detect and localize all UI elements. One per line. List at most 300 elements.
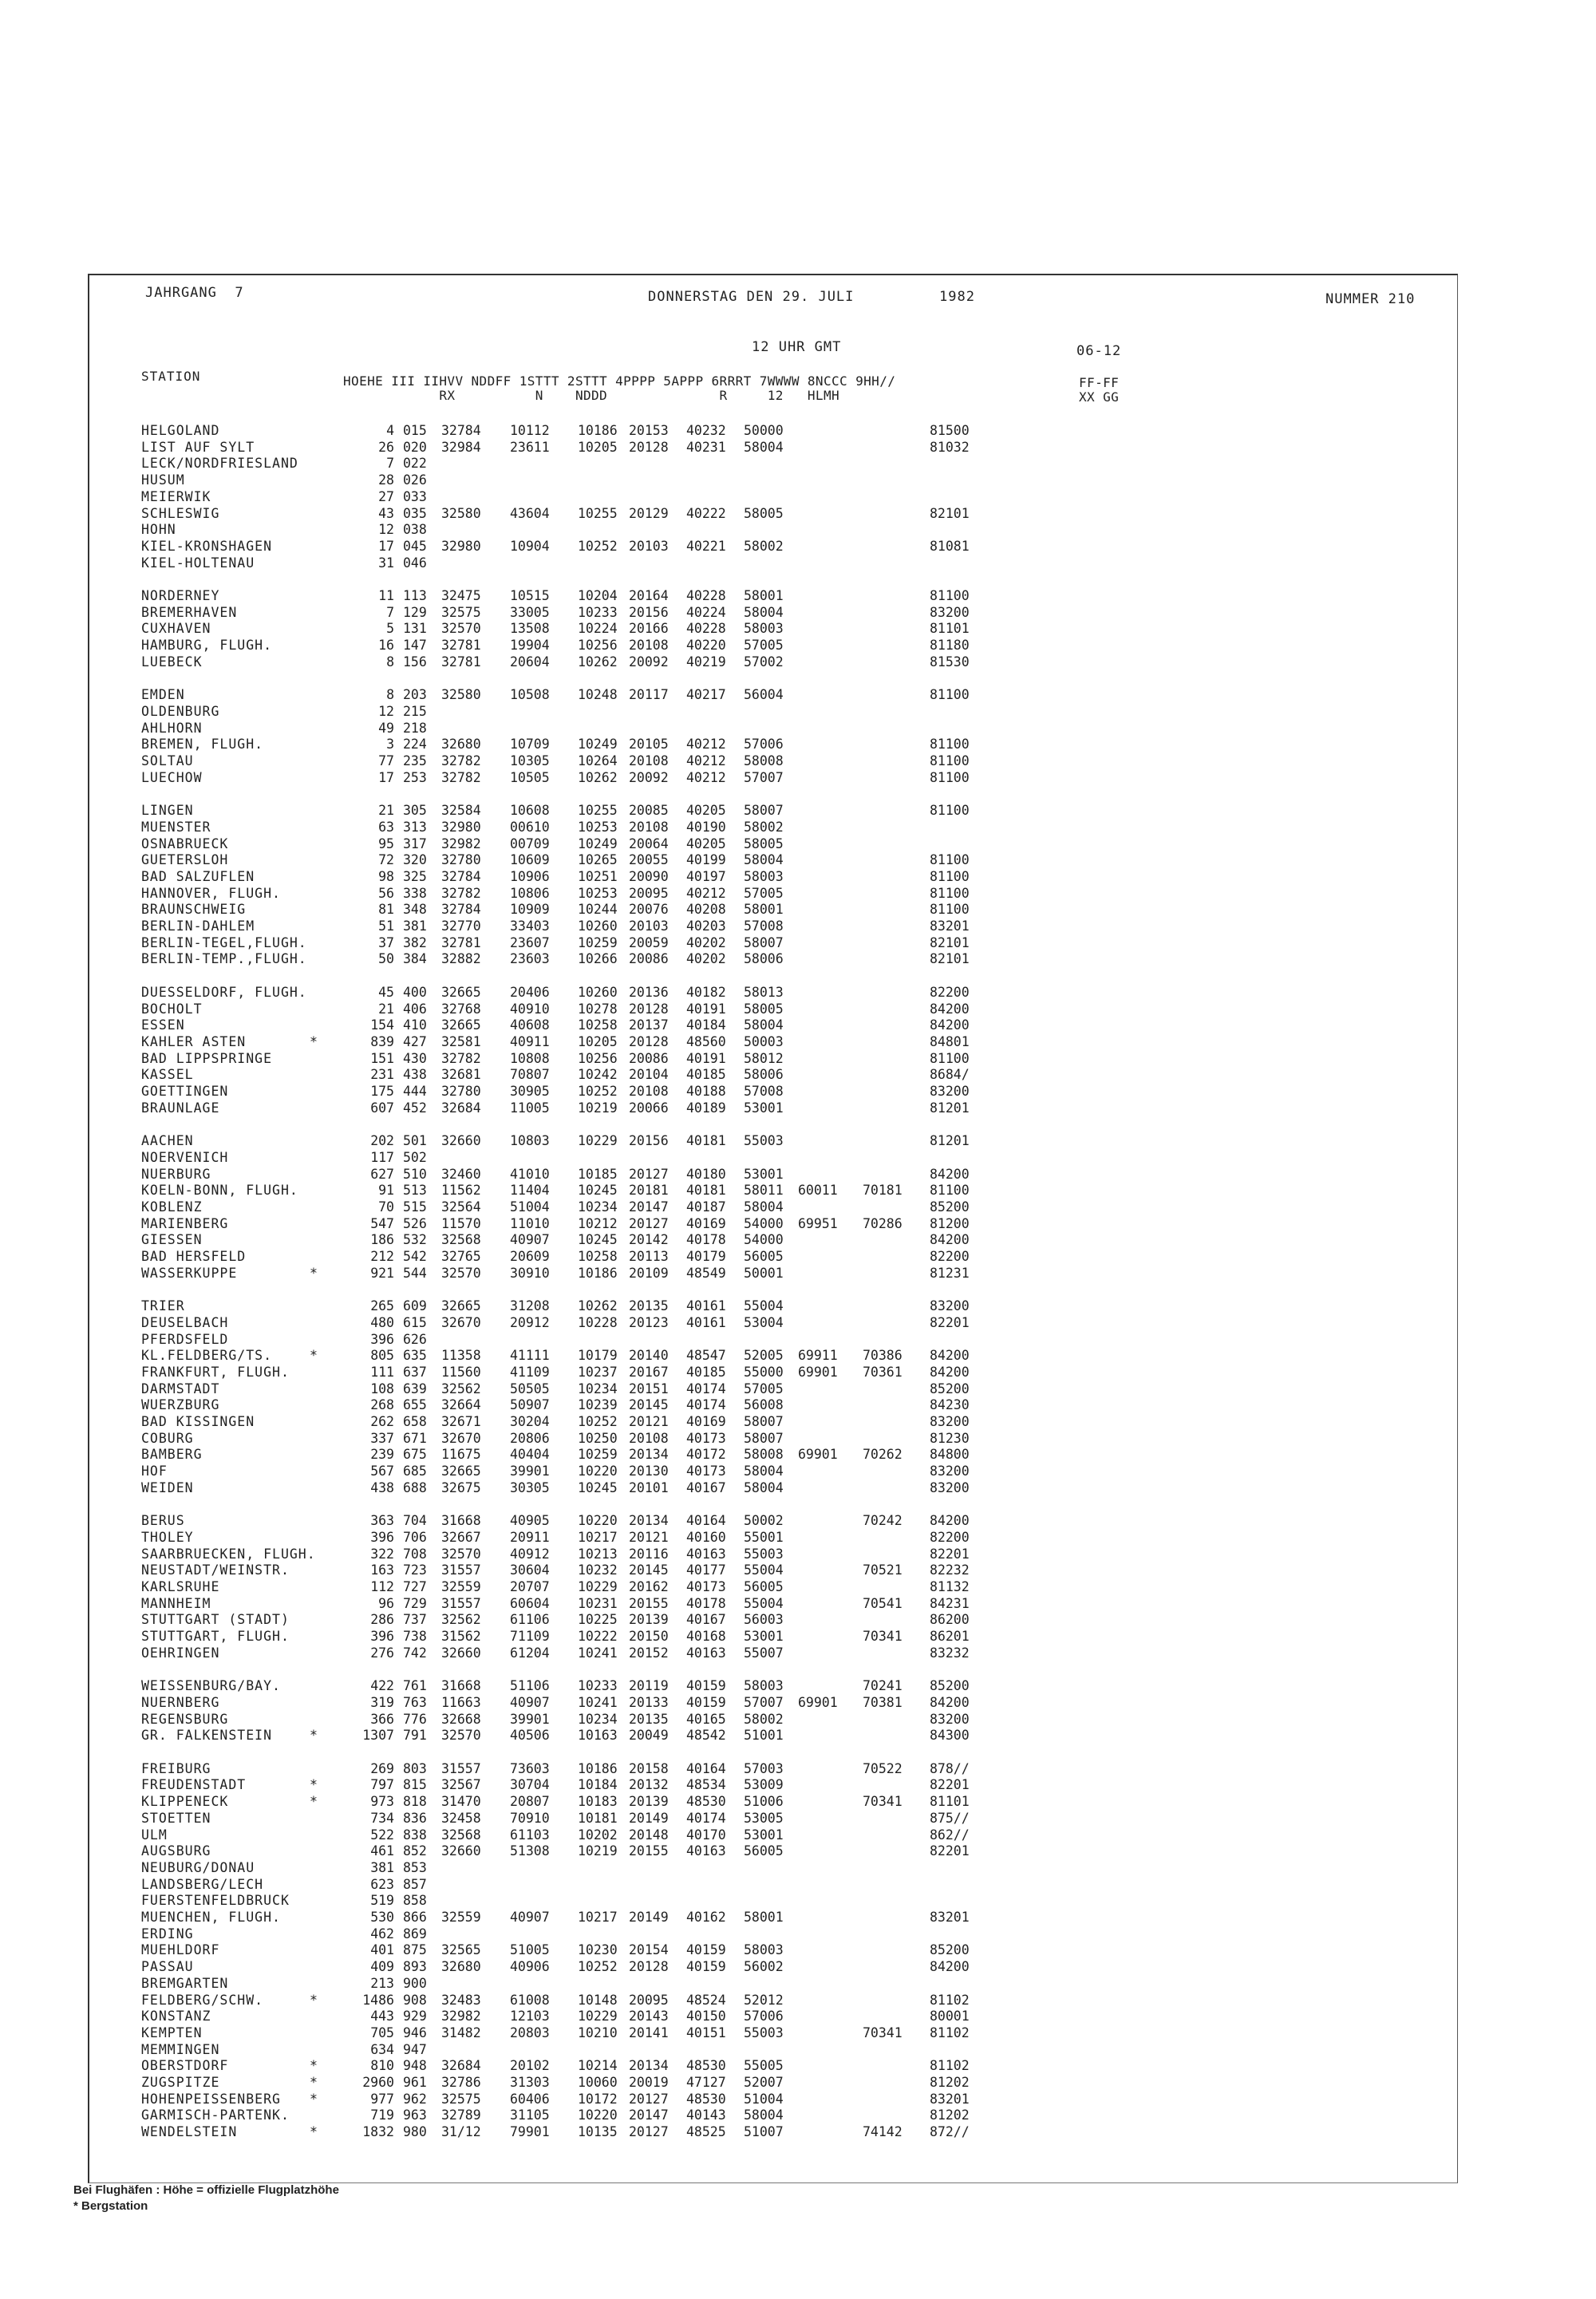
tendency-group: 58005	[744, 835, 784, 851]
station-height: 462	[370, 1926, 394, 1942]
tendency-group: 57002	[744, 654, 784, 670]
pressure-group: 48547	[686, 1348, 726, 1364]
station-height: 839	[370, 1033, 394, 1049]
station-number: 400	[403, 984, 427, 1000]
iihvv-group: 11663	[441, 1694, 481, 1710]
station-number: 704	[403, 1513, 427, 1529]
station-height: 797	[370, 1777, 394, 1793]
station-number: 708	[403, 1546, 427, 1562]
station-number: 020	[403, 439, 427, 455]
nddff-group: 40907	[510, 1694, 550, 1710]
pressure-group: 40180	[686, 1166, 726, 1182]
station-name: KOELN-BONN, FLUGH.	[141, 1183, 298, 1199]
temperature-group: 10248	[578, 687, 618, 703]
nddff-group: 20609	[510, 1249, 550, 1264]
cloud-group: 82101	[930, 951, 970, 967]
dewpoint-group: 20095	[629, 1992, 669, 2008]
nddff-group: 23611	[510, 439, 550, 455]
cloud-group: 81132	[930, 1579, 970, 1594]
station-name: LECK/NORDFRIESLAND	[141, 456, 298, 472]
tendency-group: 51001	[744, 1728, 784, 1744]
station-height: 50	[378, 951, 394, 967]
dewpoint-group: 20066	[629, 1100, 669, 1116]
temperature-group: 10186	[578, 1265, 618, 1281]
station-number: 427	[403, 1033, 427, 1049]
iihvv-group: 32982	[441, 835, 481, 851]
nddff-group: 10515	[510, 588, 550, 603]
iihvv-group: 32670	[441, 1314, 481, 1330]
temperature-group: 10250	[578, 1430, 618, 1446]
nddff-group: 31208	[510, 1298, 550, 1314]
station-number: 948	[403, 2058, 427, 2074]
nddff-group: 50505	[510, 1381, 550, 1396]
nddff-group: 61008	[510, 1992, 550, 2008]
temperature-group: 10256	[578, 638, 618, 654]
dewpoint-group: 20134	[629, 1513, 669, 1529]
station-number: 962	[403, 2091, 427, 2107]
iihvv-group: 32982	[441, 2009, 481, 2024]
dewpoint-group: 20145	[629, 1562, 669, 1578]
cloud-group: 81100	[930, 769, 970, 785]
station-name: AHLHORN	[141, 720, 203, 736]
tendency-group: 55003	[744, 2024, 784, 2040]
station-number: 961	[403, 2075, 427, 2090]
station-number: 038	[403, 522, 427, 538]
temperature-group: 10185	[578, 1166, 618, 1182]
station-name: GARMISCH-PARTENK.	[141, 2107, 290, 2123]
station-number: 382	[403, 934, 427, 950]
cloud-group: 82232	[930, 1562, 970, 1578]
dewpoint-group: 20108	[629, 1430, 669, 1446]
cloud-group: 85200	[930, 1678, 970, 1694]
station-name: ULM	[141, 1827, 168, 1843]
cloud-group: 83200	[930, 1414, 970, 1429]
iihvv-group: 32568	[441, 1232, 481, 1248]
iihvv-group: 32562	[441, 1612, 481, 1628]
station-number: 803	[403, 1760, 427, 1776]
extra-period-label: 06-12	[1077, 343, 1122, 359]
station-number: 626	[403, 1331, 427, 1347]
tendency-group: 53001	[744, 1166, 784, 1182]
cloud-group: 82201	[930, 1546, 970, 1562]
iihvv-group: 32684	[441, 2058, 481, 2074]
station-height: 8	[386, 687, 394, 703]
temperature-group: 10264	[578, 753, 618, 768]
station-number: 313	[403, 819, 427, 835]
iihvv-group: 32781	[441, 654, 481, 670]
station-name: GR. FALKENSTEIN	[141, 1728, 273, 1744]
station-name: REGENSBURG	[141, 1711, 229, 1727]
dewpoint-group: 20135	[629, 1298, 669, 1314]
temperature-group: 10231	[578, 1595, 618, 1611]
dewpoint-group: 20059	[629, 934, 669, 950]
station-height: 98	[378, 868, 394, 884]
station-height: 154	[370, 1017, 394, 1033]
pressure-group: 48542	[686, 1728, 726, 1744]
weather-group: 70522	[863, 1760, 903, 1776]
station-name: FRANKFURT, FLUGH.	[141, 1364, 290, 1380]
cloud-group: 84300	[930, 1728, 970, 1744]
cloud-group: 81101	[930, 621, 970, 637]
nddff-group: 40912	[510, 1546, 550, 1562]
station-name: OEHRINGEN	[141, 1645, 220, 1661]
iihvv-group: 32559	[441, 1579, 481, 1594]
mountain-station-marker: *	[310, 2058, 318, 2074]
station-height: 5	[386, 621, 394, 637]
station-name: KLIPPENECK	[141, 1794, 229, 1810]
dewpoint-group: 20164	[629, 588, 669, 603]
temperature-group: 10229	[578, 1133, 618, 1149]
nddff-group: 40905	[510, 1513, 550, 1529]
nddff-group: 10505	[510, 769, 550, 785]
pressure-group: 40185	[686, 1364, 726, 1380]
station-name: GUETERSLOH	[141, 852, 229, 868]
iihvv-group: 32559	[441, 1910, 481, 1925]
cloud-group: 82201	[930, 1843, 970, 1859]
iihvv-group: 32781	[441, 638, 481, 654]
cloud-group: 84200	[930, 1694, 970, 1710]
station-number: 515	[403, 1199, 427, 1215]
dewpoint-group: 20139	[629, 1794, 669, 1810]
dewpoint-group: 20133	[629, 1694, 669, 1710]
tendency-group: 50002	[744, 1513, 784, 1529]
dewpoint-group: 20156	[629, 604, 669, 620]
station-height: 422	[370, 1678, 394, 1694]
tendency-group: 57007	[744, 1694, 784, 1710]
pressure-group: 40159	[686, 1942, 726, 1958]
tendency-group: 58004	[744, 1479, 784, 1495]
iihvv-group: 32570	[441, 621, 481, 637]
dewpoint-group: 20148	[629, 1827, 669, 1843]
dewpoint-group: 20137	[629, 1017, 669, 1033]
pressure-group: 40151	[686, 2024, 726, 2040]
tendency-group: 55007	[744, 1645, 784, 1661]
weather-group: 70262	[863, 1447, 903, 1463]
station-height: 262	[370, 1414, 394, 1429]
tendency-group: 55005	[744, 2058, 784, 2074]
station-height: 56	[378, 885, 394, 901]
iihvv-group: 32575	[441, 2091, 481, 2107]
precipitation-group: 69911	[798, 1348, 838, 1364]
station-height: 977	[370, 2091, 394, 2107]
temperature-group: 10205	[578, 1033, 618, 1049]
tendency-group: 58008	[744, 1447, 784, 1463]
station-number: 815	[403, 1777, 427, 1793]
temperature-group: 10205	[578, 439, 618, 455]
station-number: 963	[403, 2107, 427, 2123]
tendency-group: 58012	[744, 1050, 784, 1066]
dewpoint-group: 20092	[629, 769, 669, 785]
pressure-group: 40224	[686, 604, 726, 620]
station-height: 117	[370, 1149, 394, 1165]
station-name: PFERDSFELD	[141, 1331, 229, 1347]
pressure-group: 40168	[686, 1629, 726, 1645]
station-height: 213	[370, 1975, 394, 1991]
pressure-group: 48530	[686, 2058, 726, 2074]
tendency-group: 58004	[744, 2107, 784, 2123]
dewpoint-group: 20128	[629, 1001, 669, 1017]
cloud-group: 83200	[930, 604, 970, 620]
temperature-group: 10237	[578, 1364, 618, 1380]
nddff-group: 50907	[510, 1397, 550, 1413]
station-number: 338	[403, 885, 427, 901]
station-name: HAMBURG, FLUGH.	[141, 638, 273, 654]
tendency-group: 50003	[744, 1033, 784, 1049]
cloud-group: 82101	[930, 934, 970, 950]
dewpoint-group: 20105	[629, 737, 669, 753]
dewpoint-group: 20145	[629, 1397, 669, 1413]
dewpoint-group: 20092	[629, 654, 669, 670]
pressure-group: 40163	[686, 1546, 726, 1562]
iihvv-group: 32458	[441, 1810, 481, 1826]
tendency-group: 52005	[744, 1348, 784, 1364]
dewpoint-group: 20121	[629, 1414, 669, 1429]
weather-group: 70241	[863, 1678, 903, 1694]
station-name: HOHN	[141, 522, 176, 538]
station-height: 37	[378, 934, 394, 950]
pressure-group: 40169	[686, 1414, 726, 1429]
pressure-group: 48560	[686, 1033, 726, 1049]
nddff-group: 40906	[510, 1959, 550, 1975]
temperature-group: 10183	[578, 1794, 618, 1810]
pressure-group: 40182	[686, 984, 726, 1000]
station-height: 96	[378, 1595, 394, 1611]
dewpoint-group: 20166	[629, 621, 669, 637]
tendency-group: 58001	[744, 1910, 784, 1925]
tendency-group: 58002	[744, 819, 784, 835]
tendency-group: 58006	[744, 1067, 784, 1083]
temperature-group: 10202	[578, 1827, 618, 1843]
pressure-group: 40159	[686, 1678, 726, 1694]
weather-group: 70341	[863, 2024, 903, 2040]
station-name: ESSEN	[141, 1017, 185, 1033]
station-name: OBERSTDORF	[141, 2058, 229, 2074]
tendency-group: 58002	[744, 1711, 784, 1727]
nddff-group: 10808	[510, 1050, 550, 1066]
station-height: 63	[378, 819, 394, 835]
cloud-group: 81100	[930, 902, 970, 918]
temperature-group: 10252	[578, 1084, 618, 1099]
cloud-group: 862//	[930, 1827, 970, 1843]
tendency-group: 55004	[744, 1562, 784, 1578]
pressure-group: 48534	[686, 1777, 726, 1793]
cloud-group: 84230	[930, 1397, 970, 1413]
cloud-group: 81081	[930, 538, 970, 554]
dewpoint-group: 20108	[629, 753, 669, 768]
cloud-group: 81100	[930, 737, 970, 753]
tendency-group: 57005	[744, 885, 784, 901]
iihvv-group: 32665	[441, 1017, 481, 1033]
station-name: AUGSBURG	[141, 1843, 211, 1859]
tendency-group: 58003	[744, 1678, 784, 1694]
nddff-group: 39901	[510, 1464, 550, 1479]
iihvv-group: 32570	[441, 1265, 481, 1281]
station-name: NEUSTADT/WEINSTR.	[141, 1562, 290, 1578]
temperature-group: 10241	[578, 1694, 618, 1710]
nddff-group: 20102	[510, 2058, 550, 2074]
temperature-group: 10233	[578, 1678, 618, 1694]
cloud-group: 81202	[930, 2107, 970, 2123]
pressure-group: 40221	[686, 538, 726, 554]
station-name: FELDBERG/SCHW.	[141, 1992, 264, 2008]
iihvv-group: 32570	[441, 1728, 481, 1744]
iihvv-group: 32660	[441, 1843, 481, 1859]
temperature-group: 10252	[578, 538, 618, 554]
station-name: LUEBECK	[141, 654, 203, 670]
station-number: 406	[403, 1001, 427, 1017]
tendency-group: 57007	[744, 769, 784, 785]
station-name: HOHENPEISSENBERG	[141, 2091, 281, 2107]
tendency-group: 58003	[744, 868, 784, 884]
tendency-group: 58002	[744, 538, 784, 554]
iihvv-group: 32664	[441, 1397, 481, 1413]
temperature-group: 10262	[578, 654, 618, 670]
pressure-group: 40165	[686, 1711, 726, 1727]
temperature-group: 10244	[578, 902, 618, 918]
nddff-group: 20803	[510, 2024, 550, 2040]
mountain-station-marker: *	[310, 1777, 318, 1793]
station-height: 26	[378, 439, 394, 455]
temperature-group: 10242	[578, 1067, 618, 1083]
cloud-group: 81530	[930, 654, 970, 670]
pressure-group: 40170	[686, 1827, 726, 1843]
dewpoint-group: 20150	[629, 1629, 669, 1645]
station-name: MUENCHEN, FLUGH.	[141, 1910, 281, 1925]
cloud-group: 83200	[930, 1479, 970, 1495]
dewpoint-group: 20076	[629, 902, 669, 918]
iihvv-group: 32671	[441, 1414, 481, 1429]
nddff-group: 40911	[510, 1033, 550, 1049]
dewpoint-group: 20140	[629, 1348, 669, 1364]
cloud-group: 84200	[930, 1232, 970, 1248]
dewpoint-group: 20108	[629, 638, 669, 654]
station-height: 705	[370, 2024, 394, 2040]
tendency-group: 58008	[744, 753, 784, 768]
temperature-group: 10212	[578, 1215, 618, 1231]
pressure-group: 40162	[686, 1910, 726, 1925]
dewpoint-group: 20108	[629, 819, 669, 835]
temperature-group: 10229	[578, 1579, 618, 1594]
station-number: 305	[403, 803, 427, 819]
cloud-group: 83201	[930, 2091, 970, 2107]
station-height: 7	[386, 604, 394, 620]
cloud-group: 82101	[930, 505, 970, 521]
cloud-group: 83200	[930, 1298, 970, 1314]
station-name: OSNABRUECK	[141, 835, 229, 851]
mountain-station-marker: *	[310, 1033, 318, 1049]
station-name: FREIBURG	[141, 1760, 211, 1776]
station-height: 286	[370, 1612, 394, 1628]
temperature-group: 10181	[578, 1810, 618, 1826]
station-name: MUEHLDORF	[141, 1942, 220, 1958]
tendency-group: 58004	[744, 604, 784, 620]
iihvv-group: 11358	[441, 1348, 481, 1364]
tendency-group: 57008	[744, 1084, 784, 1099]
temperature-group: 10230	[578, 1942, 618, 1958]
dewpoint-group: 20134	[629, 1447, 669, 1463]
station-number: 513	[403, 1183, 427, 1199]
nddff-group: 40910	[510, 1001, 550, 1017]
nddff-group: 10508	[510, 687, 550, 703]
cloud-group: 85200	[930, 1942, 970, 1958]
station-number: 838	[403, 1827, 427, 1843]
station-height: 151	[370, 1050, 394, 1066]
nddff-group: 10305	[510, 753, 550, 768]
pressure-group: 40208	[686, 902, 726, 918]
iihvv-group: 32784	[441, 423, 481, 438]
station-name: KEMPTEN	[141, 2024, 203, 2040]
station-height: 461	[370, 1843, 394, 1859]
cloud-group: 84200	[930, 1513, 970, 1529]
station-name: LINGEN	[141, 803, 194, 819]
temperature-group: 10060	[578, 2075, 618, 2090]
iihvv-group: 32786	[441, 2075, 481, 2090]
tendency-group: 58007	[744, 1430, 784, 1446]
dewpoint-group: 20162	[629, 1579, 669, 1594]
station-height: 202	[370, 1133, 394, 1149]
iihvv-group: 32680	[441, 1959, 481, 1975]
tendency-group: 58004	[744, 1199, 784, 1215]
station-name: NUERNBERG	[141, 1694, 220, 1710]
tendency-group: 55003	[744, 1133, 784, 1149]
station-height: 810	[370, 2058, 394, 2074]
station-name: KIEL-KRONSHAGEN	[141, 538, 273, 554]
nddff-group: 30704	[510, 1777, 550, 1793]
station-height: 396	[370, 1629, 394, 1645]
nddff-group: 10909	[510, 902, 550, 918]
iihvv-group: 32780	[441, 1084, 481, 1099]
iihvv-group: 31668	[441, 1678, 481, 1694]
footnote-airport-height: Bei Flughäfen : Höhe = offizielle Flugplatzhöhe	[73, 2183, 339, 2197]
dewpoint-group: 20049	[629, 1728, 669, 1744]
iihvv-group: 31557	[441, 1562, 481, 1578]
pressure-group: 40202	[686, 934, 726, 950]
dewpoint-group: 20181	[629, 1183, 669, 1199]
weather-group: 70361	[863, 1364, 903, 1380]
station-height: 567	[370, 1464, 394, 1479]
cloud-group: 81100	[930, 868, 970, 884]
station-height: 163	[370, 1562, 394, 1578]
tendency-group: 56005	[744, 1843, 784, 1859]
temperature-group: 10135	[578, 2124, 618, 2140]
temperature-group: 10260	[578, 984, 618, 1000]
cloud-group: 872//	[930, 2124, 970, 2140]
nddff-group: 41010	[510, 1166, 550, 1182]
iihvv-group: 31562	[441, 1629, 481, 1645]
dewpoint-group: 20103	[629, 918, 669, 934]
station-number: 637	[403, 1364, 427, 1380]
station-name: MARIENBERG	[141, 1215, 229, 1231]
station-number: 542	[403, 1249, 427, 1264]
station-height: 16	[378, 638, 394, 654]
station-height: 51	[378, 918, 394, 934]
nddff-group: 40907	[510, 1232, 550, 1248]
year-label: 1982	[939, 289, 975, 305]
temperature-group: 10172	[578, 2091, 618, 2107]
station-number: 526	[403, 1215, 427, 1231]
temperature-group: 10214	[578, 2058, 618, 2074]
nddff-group: 20807	[510, 1794, 550, 1810]
cloud-group: 83200	[930, 1084, 970, 1099]
nddff-group: 51106	[510, 1678, 550, 1694]
pressure-group: 40177	[686, 1562, 726, 1578]
cloud-group: 81201	[930, 1133, 970, 1149]
pressure-group: 40197	[686, 868, 726, 884]
dewpoint-group: 20135	[629, 1711, 669, 1727]
iihvv-group: 32665	[441, 1464, 481, 1479]
cloud-group: 85200	[930, 1381, 970, 1396]
dewpoint-group: 20103	[629, 538, 669, 554]
